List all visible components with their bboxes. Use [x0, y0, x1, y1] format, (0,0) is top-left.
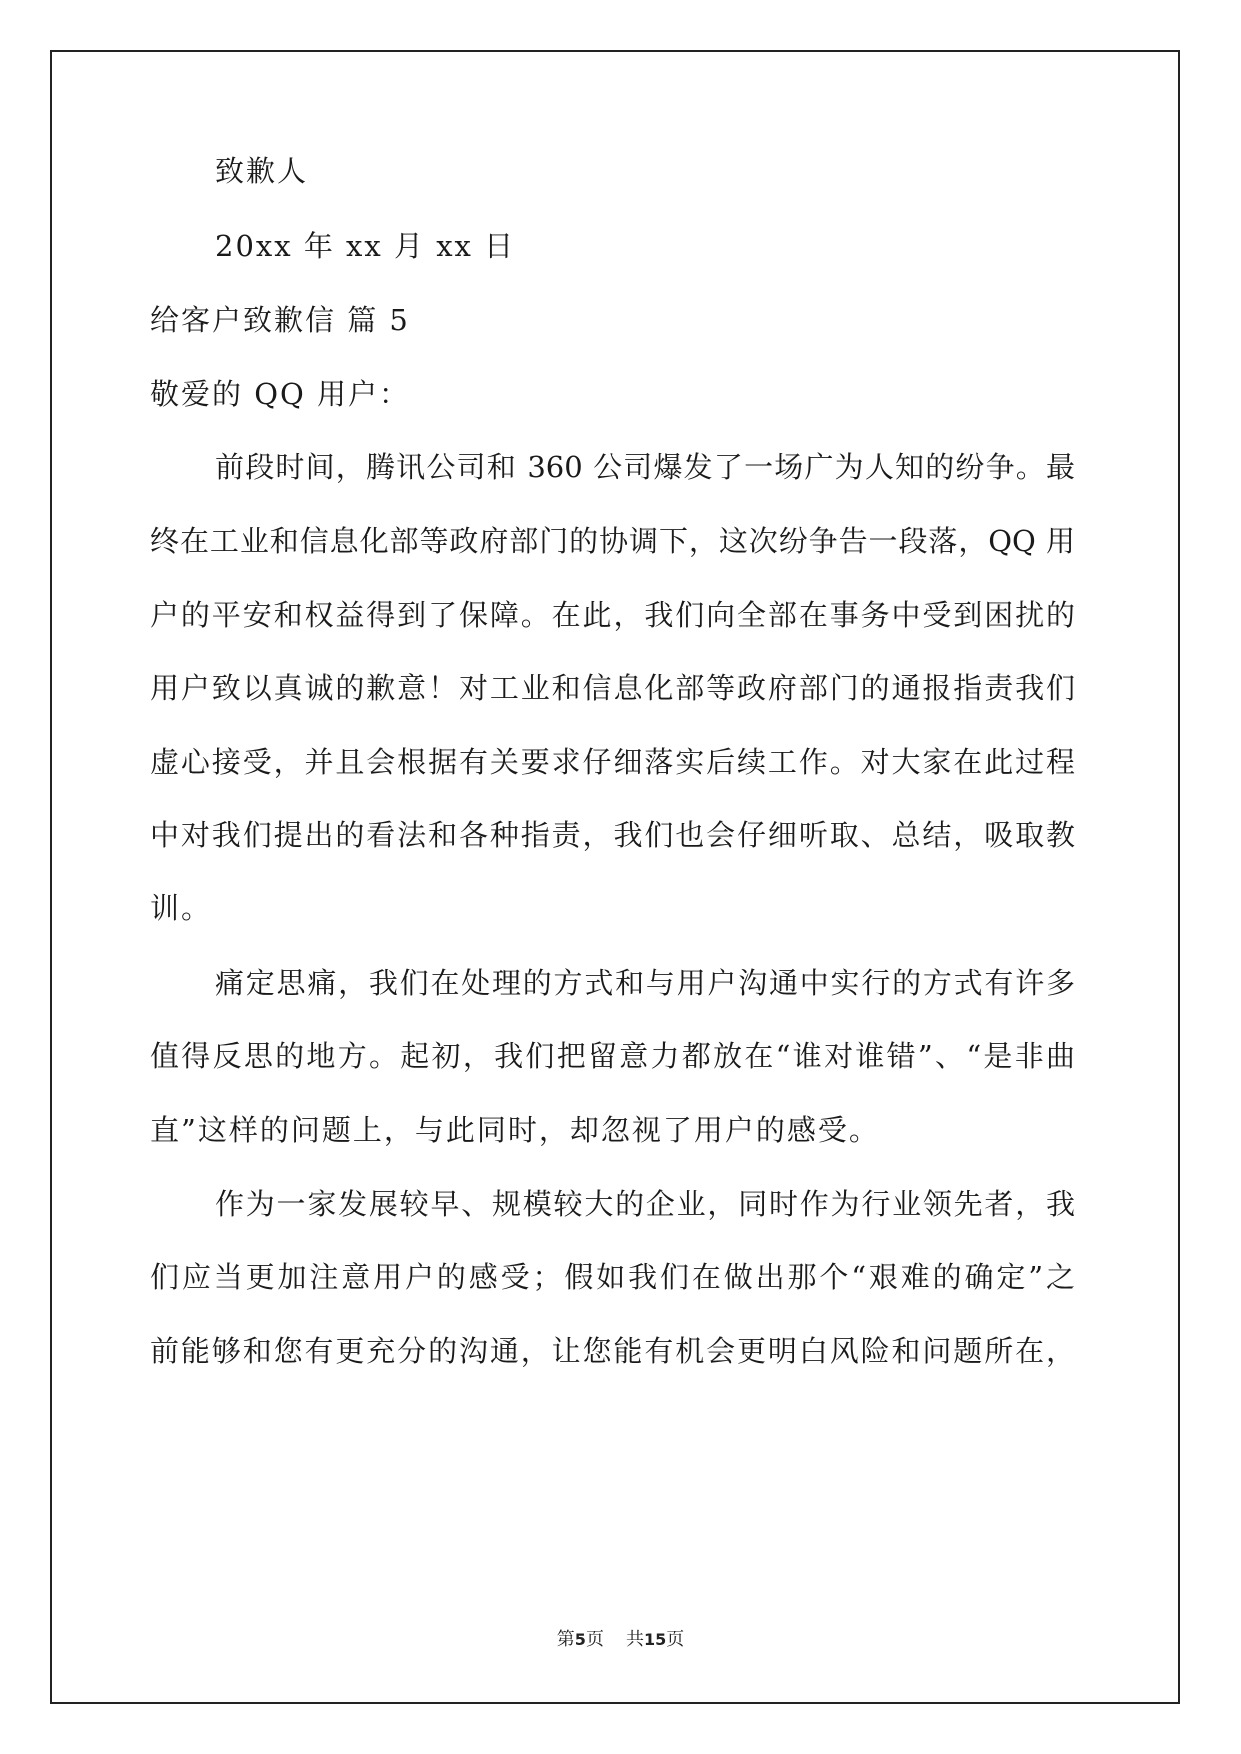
salutation: 敬爱的 QQ 用户：: [150, 377, 410, 411]
page-prefix: 第: [556, 1629, 575, 1650]
paragraph-line: 终在工业和信息化部等政府部门的协调下，这次纷争告一段落，QQ 用: [150, 524, 1075, 558]
paragraph-line: 前段时间，腾讯公司和 360 公司爆发了一场广为人知的纷争。最: [215, 450, 1075, 484]
total-page-number: 15: [643, 1630, 667, 1649]
paragraph-line: 直”这样的问题上，与此同时，却忽视了用户的感受。: [150, 1113, 880, 1147]
section-heading: 给客户致歉信 篇 5: [150, 303, 410, 337]
date-line: 20xx 年 xx 月 xx 日: [215, 229, 516, 263]
paragraph-line: 作为一家发展较早、规模较大的企业，同时作为行业领先者，我: [215, 1187, 1075, 1221]
page-border: [50, 50, 1180, 1704]
page-mid: 页: [585, 1629, 604, 1650]
paragraph-line: 前能够和您有更充分的沟通，让您能有机会更明白风险和问题所在，: [150, 1334, 1075, 1368]
paragraph-line: 虚心接受，并且会根据有关要求仔细落实后续工作。对大家在此过程: [150, 745, 1075, 779]
signature-line: 致歉人: [215, 154, 309, 188]
total-suffix: 页: [666, 1629, 685, 1650]
current-page-number: 5: [574, 1630, 586, 1649]
page-footer: [0, 1628, 1241, 1652]
paragraph-line: 训。: [150, 891, 213, 925]
paragraph-line: 户的平安和权益得到了保障。在此，我们向全部在事务中受到困扰的: [150, 598, 1075, 632]
paragraph-line: 痛定思痛，我们在处理的方式和与用户沟通中实行的方式有许多: [215, 966, 1075, 1000]
paragraph-line: 们应当更加注意用户的感受；假如我们在做出那个“艰难的确定”之: [150, 1260, 1075, 1294]
paragraph-line: 用户致以真诚的歉意！对工业和信息化部等政府部门的通报指责我们: [150, 671, 1075, 705]
paragraph-line: 中对我们提出的看法和各种指责，我们也会仔细听取、总结，吸取教: [150, 818, 1075, 852]
paragraph-line: 值得反思的地方。起初，我们把留意力都放在“谁对谁错”、“是非曲: [150, 1039, 1075, 1073]
total-prefix: 共: [625, 1629, 644, 1650]
